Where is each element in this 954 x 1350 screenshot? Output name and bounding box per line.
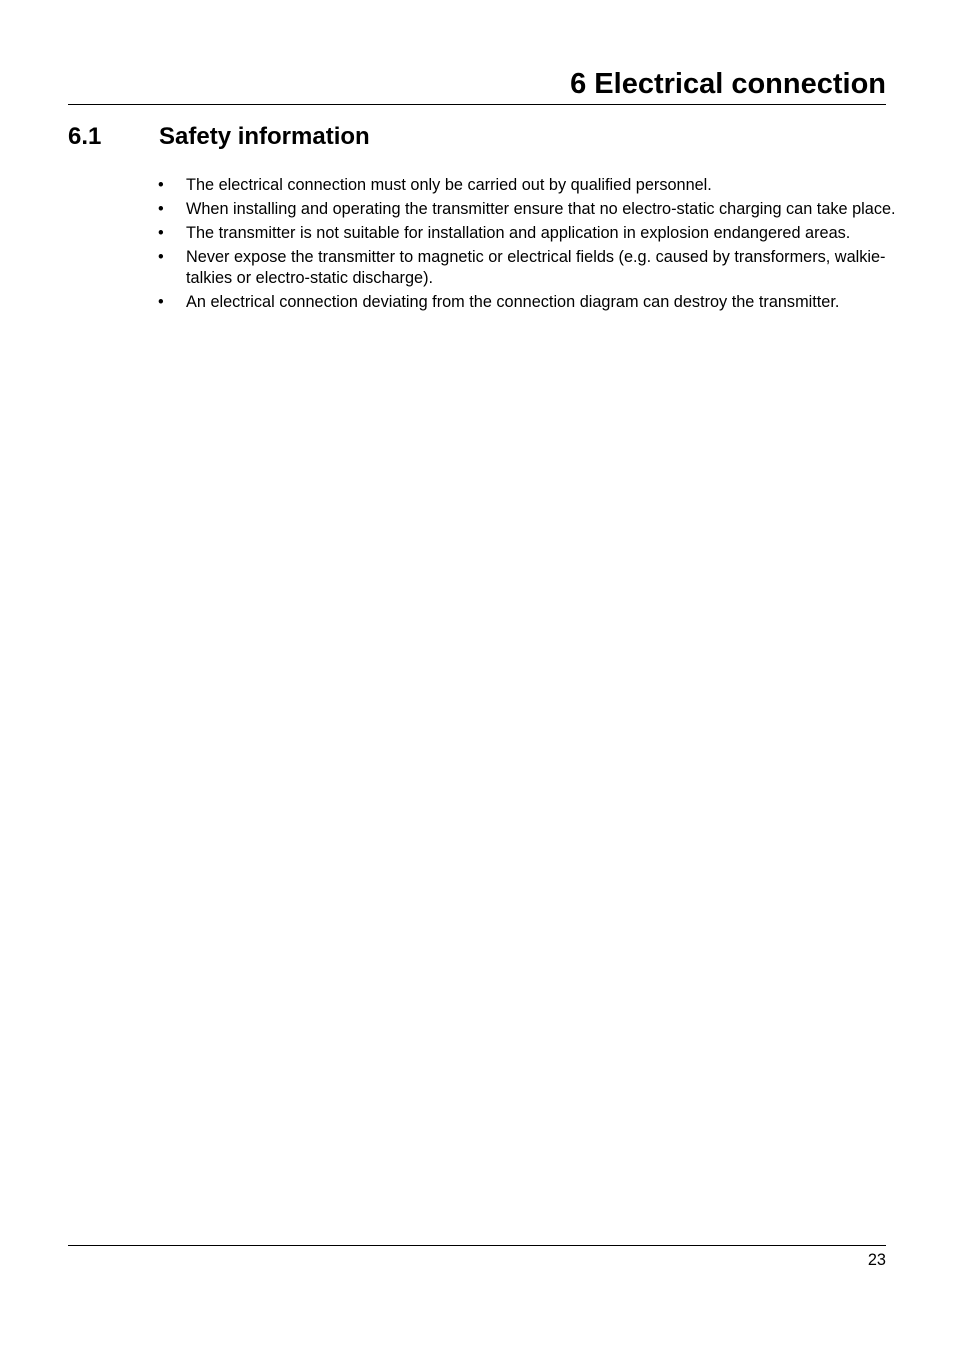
list-item-text: An electrical connection deviating from the connection diagram can destroy the transmitter.: [186, 293, 840, 311]
list-item: [158, 247, 898, 289]
bullet-icon: •: [158, 176, 164, 194]
list-item-text: The electrical connection must only be carried out by qualified personnel.: [186, 176, 712, 194]
bullet-icon: •: [158, 248, 164, 266]
bullet-icon: •: [158, 293, 164, 311]
list-item-text: The transmitter is not suitable for installation and application in explosion endangered areas.: [186, 224, 851, 242]
list-item: [158, 175, 898, 196]
chapter-title: 6 Electrical connection: [570, 68, 886, 100]
list-item-text: When installing and operating the transmitter ensure that no electro-static charging can take place.: [186, 200, 896, 218]
header-rule: [68, 104, 886, 105]
list-item-text: Never expose the transmitter to magnetic or electrical fields (e.g. caused by transformers, walkie-talkies or electro-static discharge).: [186, 248, 886, 287]
footer-rule: [68, 1245, 886, 1246]
list-item: [158, 223, 898, 244]
bullet-icon: •: [158, 224, 164, 242]
list-item: [158, 199, 898, 220]
section-title: Safety information: [159, 123, 370, 150]
safety-bullet-list: [158, 175, 898, 316]
list-item: [158, 292, 898, 313]
section-heading: [68, 121, 370, 153]
bullet-icon: •: [158, 200, 164, 218]
section-number: 6.1: [68, 123, 102, 150]
page-number: 23: [867, 1251, 886, 1269]
